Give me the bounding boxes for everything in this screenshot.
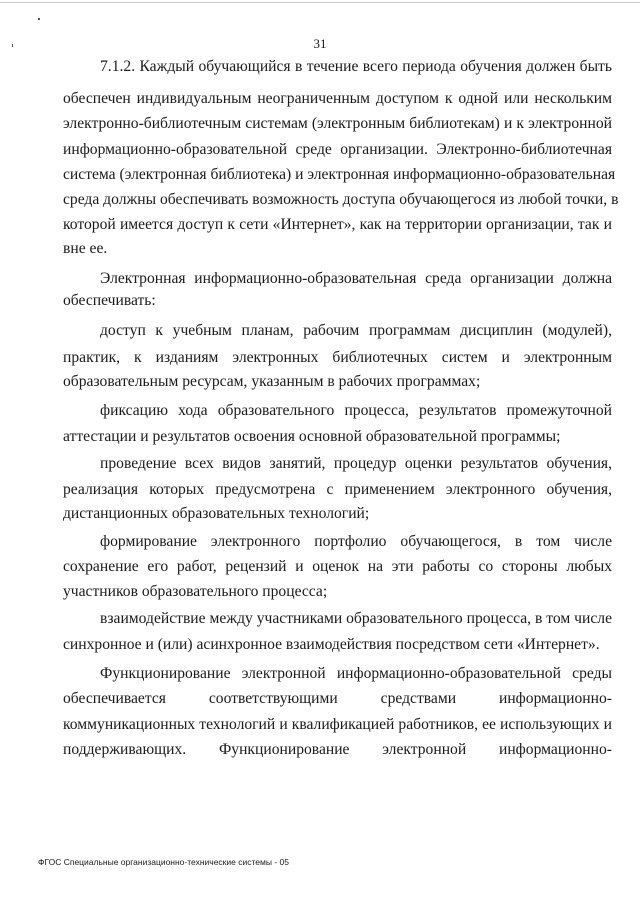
scan-speck: [38, 18, 40, 20]
text-line: среда должны обеспечивать возможность доступа обучающегося из любой точки, в: [63, 191, 619, 208]
text-line: аттестации и результатов освоения основной образовательной программы;: [63, 428, 561, 445]
text-line: система (электронная библиотека) и электронная информационно-образовательная: [63, 166, 616, 183]
text-line: сохранение его работ, рецензий и оценок на эти работы со стороны любых: [63, 558, 612, 575]
text-line: вне ее.: [63, 240, 108, 257]
text-line: обеспечивать:: [63, 292, 156, 309]
text-line: синхронное и (или) асинхронное взаимодействия посредством сети «Интернет».: [63, 636, 600, 653]
text-line: взаимодействие между участниками образовательного процесса, в том числе: [100, 610, 612, 627]
text-line: дистанционных образовательных технологий;: [63, 505, 370, 522]
text-line: обеспечивается соответствующими средствами информационно-: [63, 690, 612, 707]
text-line: Функционирование электронной информационно-образовательной среды: [100, 665, 612, 682]
text-line: электронно-библиотечным системам (электронным библиотекам) и к электронной: [63, 115, 612, 132]
text-line: образовательным ресурсам, указанным в рабочих программах;: [63, 373, 481, 390]
text-line: обеспечен индивидуальным неограниченным доступом к одной или нескольким: [63, 90, 612, 107]
text-line: коммуникационных технологий и квалификацией работников, ее использующих и: [63, 716, 612, 733]
text-line: поддерживающих. Функционирование электронной информационно-: [63, 741, 612, 758]
text-line: реализация которых предусмотрена с применением электронного обучения,: [63, 481, 612, 498]
text-line: участников образовательного процесса;: [63, 583, 328, 600]
page-number: 31: [313, 36, 327, 51]
text-line: доступ к учебным планам, рабочим программам дисциплин (модулей),: [100, 322, 612, 339]
text-line: которой имеется доступ к сети «Интернет», как на территории организации, так и: [63, 216, 612, 233]
text-line: фиксацию хода образовательного процесса, результатов промежуточной: [100, 402, 612, 419]
text-line: Электронная информационно-образовательная среда организации должна: [100, 270, 612, 287]
text-line: проведение всех видов занятий, процедур оценки результатов обучения,: [100, 455, 612, 472]
text-line: 7.1.2. Каждый обучающийся в течение всего периода обучения должен быть: [100, 58, 612, 75]
text-line: информационно-образовательной среде организации. Электронно-библиотечная: [63, 141, 612, 158]
text-line: формирование электронного портфолио обучающегося, в том числе: [100, 533, 612, 550]
page-footer: ФГОС Специальные организационно-технические системы - 05: [38, 857, 289, 867]
scan-top-edge: [0, 2, 640, 3]
text-line: практик, к изданиям электронных библиотечных систем и электронным: [63, 349, 612, 366]
